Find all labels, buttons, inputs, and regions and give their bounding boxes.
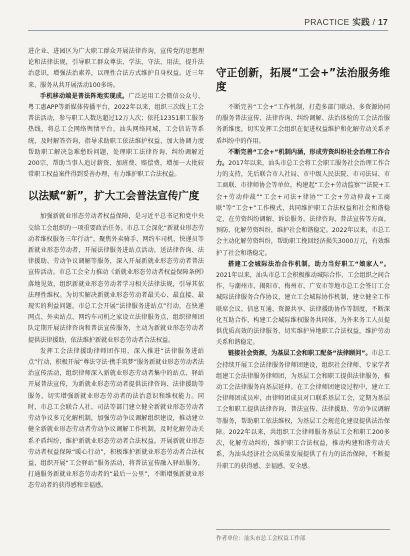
footer-rule	[216, 529, 390, 530]
left-paragraph-4: 发挥工会法律援助律师团作用，深入推进“法律服务进站点”行动，积极开展“尊法守法·携手筑梦”服务新就业形态劳动者法治宣传活动，组织律师深入新就业形态劳动者集中的站点、驿站开展普法宣传，为新就业形态劳动者提供法律咨询、法律援助等服务，切实增强新就业形态劳动者的法治意识和维权能力。同时，市总工会联合人社、司法等部门建立健全新就业形态劳动者劳动争议多元化解机制，加强劳动争议调解组织建设，推动建立健全新就业形态劳动者劳动争议调解工作机制，及时化解劳动关系矛盾纠纷，维护新就业形态劳动者合法权益。开展新就业形态劳动者权益保障“暖心行动”，积极维护新就业形态劳动者合法权益，组织开展“工会驿站”服务活动，将普法宣传融入驿站服务，打通服务新就业形态劳动者的“最后一公里”，不断增强新就业形态劳动者的获得感和幸福感。	[28, 347, 204, 490]
left-column	[28, 46, 204, 492]
right-paragraph-2-heading: 不断完善“工会+”机制内涵，形成劳资纠纷社会治理工作合力。	[216, 148, 390, 168]
header-rule	[28, 30, 388, 31]
left-section-title: 以法赋“新”，扩大工会普法宣传广度	[28, 190, 200, 203]
right-paragraph-4-body: 市总工会持续开展工会法律服务律师团建设，组织社会律师、专家学者组建工会法律服务律师团，为基层工会和职工提供法律服务，推动工会法律服务向基层延伸。在工会律师团建设过程中，建立工会律师团成员库，由律师团成员对口联系基层工会，定期为基层工会和职工提供法律咨询、普法宣传、法律援助、劳动争议调解等服务，帮助职工依法维权，为基层工会规范化建设提供法治保障。2022年以来，共组织工会律师服务基层工会和职工200多次，化解劳动纠纷，维护职工合法权益，推动构建和谐劳动关系，为汕头经济社会高质量发展提供了有力的法治保障，不断提升职工的获得感、幸福感、安全感。	[216, 350, 391, 470]
right-column	[216, 46, 390, 472]
left-paragraph-1: 进企业、进园区为广大职工群众开展法律咨询，宣传党的思想理论和法律法规，引导职工群众尊法、学法、守法、用法，提升法治意识，增强法治素养，以理性合法方式维护自身权益。近三年来，服务从共开展活动100多场。	[28, 48, 204, 89]
right-paragraph-2-body: 2017年以来，汕头市总工会将工会职工服务社会治理工作合力的支持，先后联合市人社局、市中级人民法院、市司法局、市工商联、市律师协会等单位，构建起“工会+劳动监察”“法院+工会+劳动仲裁”“工会+司法+律协”“工会+劳动仲裁+工商联”等“工会+”工作模式，共同维护职工合法权益和社会和谐稳定，在劳资纠纷调解、诉讼服务、法律咨询、普法宣传等方面，预防、化解劳资纠纷，维护社会和谐稳定。2022年以来，市总工会主动化解劳资纠纷，帮助职工挽回经济损失3000万元，有效维护了社会和谐稳定。	[216, 160, 391, 257]
right-paragraph-3	[216, 259, 390, 349]
page-header	[0, 0, 410, 46]
right-paragraph-4-heading: 链接社会资源，为基层工会和职工配备“法律顾问”。	[228, 350, 372, 358]
right-section-title: 守正创新，拓展“工会+”法治服务维度	[216, 67, 390, 93]
header-section-en: PRACTICE	[304, 17, 350, 27]
right-paragraph-3-heading: 搭建工会城际法治合作机制，助力当好职工“娘家人”。	[228, 260, 390, 268]
left-paragraph-2-heading: 手机移动端是普法阵地实现成。	[40, 92, 129, 100]
right-paragraph-1: 不断完善“工会+”工作机制，打造多部门联动、多资源协同的服务普法宣传、法律咨询、纠纷调解、法治体检的工会法治服务新维度，切实发挥工会组织在促进权益维护和化解劳动关系矛盾纠纷中的作用。	[216, 104, 390, 145]
right-paragraph-2	[216, 147, 390, 259]
left-paragraph-3: 加强新就业形态劳动者权益保障，是习近平总书记和党中央交给工会组织的一项重要政治任务。市总工会深化“新就业形态劳动者维权服务三年行动”，聚焦外卖骑手、网约车司机、快递员等新就业形态劳动者，开展法律服务进站点活动，送法律咨询、法律援助、劳动争议调解等服务，深入开展新就业形态劳动者普法宣传活动。市总工会全力推动《新就业形态劳动者权益保障条例》落地见效，组织新就业形态劳动者学习相关法律法规，引导其依法理性维权。为切实解决新就业形态劳动者最关心、最直接、最现实的利益问题，市总工会开展“法律服务进站点”行动，在快递网点、外卖站点、网约车司机之家设立法律服务点，组织律师团队定期开展法律咨询和普法宣传服务，主动为新就业形态劳动者提供法律援助，依法维护新就业形态劳动者合法权益。	[28, 213, 204, 344]
right-paragraph-3-body: 2021年以来，汕头市总工会积极推动城际合作、工会组织之间合作，与潮州市、揭阳市、梅州市、广安市等地市总工会签订工会城际法律服务合作协议，建立工会城际协作机制，建立健全工作联席会议、信息互通、资源共享、法律援助协作等制度，不断深化互助合作，构建工会城际维权服务共同体，为外来务工人员提供优质高效的法律服务，切实维护异地职工合法权益，维护劳动关系和谐稳定。	[216, 272, 390, 347]
left-paragraph-2-body: 广泛运用工会微信公众号、粤工惠APP等新媒体传播平台，2022年以来，组织三次线上工会普法活动，参与职工人数达超过12万人次；依托12351职工服务热线，将总工会网络舆情平台，汕头网络同城，工会信访等系统，及时解答咨询，指导求助职工依法维护权益，加大协调力度帮助职工解决急难愁盼问题，处理职工法律咨询、纠纷调解近200宗，帮助当事人追讨薪资、加班费、赔偿费，增加一大批较常职工权益案件得到妥善办理，有力维护职工合法权益。	[28, 92, 205, 179]
header-section-label: PRACTICE 实践 / 17	[304, 17, 388, 27]
author-affiliation: 作者单位：汕头市总工会权益工作部	[216, 536, 306, 542]
right-paragraph-4	[216, 348, 390, 471]
page-number: 17	[377, 17, 388, 27]
header-section-cn: 实践	[352, 17, 370, 27]
left-paragraph-2	[28, 91, 204, 181]
